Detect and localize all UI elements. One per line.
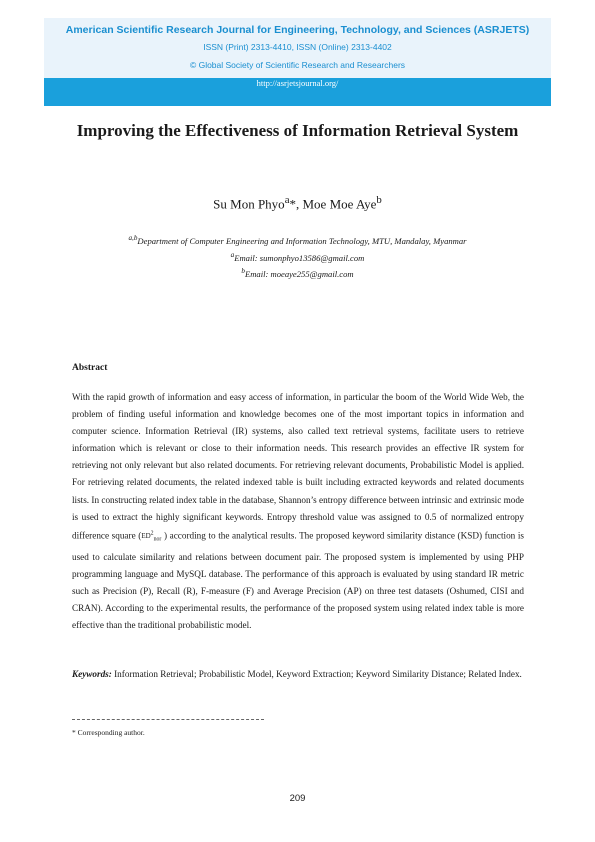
- author-superscript: a: [284, 194, 290, 206]
- author-name: Su Mon Phyo: [213, 196, 285, 212]
- author-line: Su Mon Phyo$^a$*, Moe Moe Aye$^b$: [213, 194, 382, 212]
- abstract-text-part1: With the rapid growth of information and easy access of information, in particular the boom of the World Wide Web, the problem of finding useful information and knowledge becomes one of the most important topics in information and computer science. Information Retrieval (IR) systems, also called text retrieval systems, facilitate users to retrieve information which is relevant or close to their information needs. This research provides an effective IR system for retrieving not only relevant but also related documents. For retrieving relevant documents, Probabilistic Model is applied. For retrieving related documents, the related indexed table is built including extracted keywords and related documents lists. In constructing related index table in the database, Shannon’s entropy difference between intrinsic and extrinsic mode is used to extract the highly significant keywords. Entropy threshold value was assigned to 0.5 of normalized entropy difference square (: [72, 392, 524, 541]
- affiliation: [0, 234, 595, 246]
- abstract-body: [72, 389, 524, 634]
- keywords-label: Keywords:: [72, 669, 112, 679]
- journal-society: © Global Society of Scientific Research and Researchers: [189, 60, 406, 70]
- journal-banner: [44, 18, 551, 106]
- entropy-symbol: [141, 530, 162, 543]
- affiliation-superscript: a,b: [128, 234, 138, 242]
- journal-url-link[interactable]: http://asrjetsjournal.org/: [256, 78, 339, 88]
- email-a-text[interactable]: Email: sumonphyo13586@gmail.com: [234, 252, 365, 263]
- author-name: Moe Moe Aye: [302, 196, 377, 212]
- entropy-symbol-sup: 2: [150, 530, 154, 537]
- abstract-text-part2: ) according to the analytical results. The proposed keyword similarity distance (KSD) function is used to calculate similarity and relations between document pair. The proposed system is implemented by using PHP programming language and MySQL database. The performance of this approach is evaluated by using standard IR metric such as Precision (P), Recall (R), F-measure (F) and Average Precision (AP) on three test datasets (Oshumed, CISI and CRAN). According to the experimental results, the performance of the proposed system using related index table is more effective than the traditional probabilistic model.: [72, 530, 524, 630]
- entropy-symbol-sub: nor: [153, 536, 162, 543]
- corresponding-mark: *: [289, 196, 296, 212]
- journal-issn: ISSN (Print) 2313-4410, ISSN (Online) 2313-4402: [203, 42, 392, 52]
- page-number: 209: [289, 793, 306, 804]
- keywords: [72, 666, 524, 683]
- email-superscript: a: [230, 251, 235, 259]
- email-b: [0, 267, 595, 279]
- entropy-symbol-base: ED: [141, 532, 151, 541]
- author-superscript: b: [376, 194, 382, 206]
- footnote: * Corresponding author.: [72, 728, 145, 737]
- paper-title: Improving the Effectiveness of Information Retrieval System: [76, 121, 519, 140]
- email-b-text[interactable]: Email: moeaye255@gmail.com: [244, 268, 354, 279]
- footnote-divider: [72, 719, 264, 720]
- keywords-text: Information Retrieval; Probabilistic Model, Keyword Extraction; Keyword Similarity Distance; Related Index.: [111, 669, 522, 679]
- affiliation-text: Department of Computer Engineering and Information Technology, MTU, Mandalay, Myanmar: [137, 235, 467, 246]
- journal-name: American Scientific Research Journal for Engineering, Technology, and Sciences (ASRJETS): [65, 24, 530, 36]
- email-superscript: b: [241, 267, 245, 275]
- abstract-heading: Abstract: [72, 363, 108, 373]
- email-a: [0, 251, 595, 263]
